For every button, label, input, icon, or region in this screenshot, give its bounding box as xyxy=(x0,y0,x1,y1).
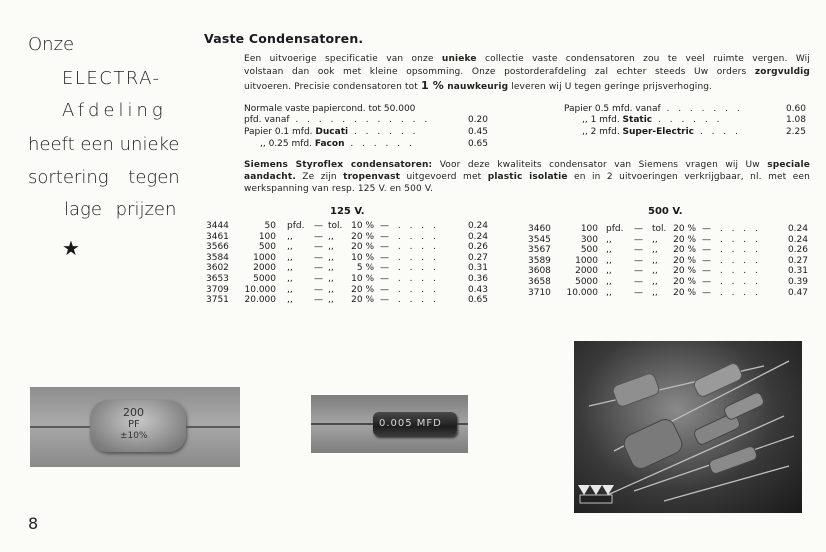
table-cell-tol: 20 % xyxy=(673,245,696,256)
table-cell-unit: ,, xyxy=(287,274,293,284)
table-cell-unit: ,, xyxy=(287,242,293,253)
capacitor-group-photo xyxy=(574,341,802,513)
table-cell-unit: ,, xyxy=(606,234,612,245)
table-cell-value: 10.000 xyxy=(566,287,598,298)
table-cell-tol: 20 % xyxy=(673,224,696,234)
table-cell-price: 0.31 xyxy=(787,266,808,277)
table-cell-leader-dots: — . . . . xyxy=(702,234,761,245)
table-cell-code: 3589 xyxy=(528,255,551,266)
left-slogan-line-4: heeft een unieke xyxy=(28,134,180,155)
table-cell-value: 10.000 xyxy=(244,284,276,295)
capacitor-photo-200pf xyxy=(30,387,240,467)
table-cell-tol: 20 % xyxy=(351,231,374,242)
table-cell-dash: — xyxy=(634,287,643,298)
table-cell-price: 0.27 xyxy=(467,252,488,263)
table-cell-dash: — xyxy=(634,245,643,256)
left-slogan-line-6: lage prijzen xyxy=(64,199,177,220)
table-cell-code: 3545 xyxy=(528,234,551,245)
table-cell-price: 0.27 xyxy=(787,255,808,266)
table-cell-unit: ,, xyxy=(606,287,612,298)
table-cell-tol: 10 % xyxy=(351,221,374,231)
page-title: Vaste Condensatoren. xyxy=(204,31,364,46)
table-cell-tol: 20 % xyxy=(673,277,696,287)
table-cell-value: 100 xyxy=(258,231,276,242)
table-cell-tol: 20 % xyxy=(351,242,374,253)
table-cell-price: 0.43 xyxy=(467,284,488,295)
table-cell-tol_label: tol. xyxy=(652,224,667,234)
table-125v-header: 125 V. xyxy=(330,206,365,217)
table-cell-price: 0.36 xyxy=(467,274,488,284)
table-cell-leader-dots: — . . . . xyxy=(702,245,761,256)
table-cell-price: 0.31 xyxy=(467,263,488,274)
table-500v-header: 500 V. xyxy=(648,206,683,217)
capacitor-body xyxy=(373,412,457,436)
table-cell-tol_label: ,, xyxy=(328,231,334,242)
table-cell-tol_label: ,, xyxy=(652,245,658,256)
table-cell-leader-dots: — . . . . xyxy=(380,295,439,306)
table-cell-unit: ,, xyxy=(606,245,612,256)
table-cell-leader-dots: — . . . . xyxy=(380,284,439,295)
table-cell-unit: pfd. xyxy=(606,224,624,234)
table-cell-dash: — xyxy=(634,266,643,277)
table-cell-dash: — xyxy=(314,295,323,306)
table-cell-leader-dots: — . . . . xyxy=(380,252,439,263)
brand-logo xyxy=(578,485,614,503)
table-cell-value: 1000 xyxy=(575,255,598,266)
left-slogan-line-3: Afdeling xyxy=(62,100,167,121)
left-slogan-line-2: ELECTRA- xyxy=(62,68,161,89)
table-cell-leader-dots: — . . . . xyxy=(380,274,439,284)
table-cell-leader-dots: — . . . . xyxy=(702,277,761,287)
table-cell-price: 0.26 xyxy=(787,245,808,256)
table-cell-dash: — xyxy=(314,242,323,253)
page-number: 8 xyxy=(28,514,39,533)
table-cell-value: 100 xyxy=(580,224,598,234)
table-cell-code: 3710 xyxy=(528,287,551,298)
table-cell-dash: — xyxy=(634,277,643,287)
table-cell-tol_label: ,, xyxy=(652,277,658,287)
table-cell-code: 3584 xyxy=(206,252,229,263)
table-cell-value: 2000 xyxy=(253,263,276,274)
table-cell-price: 0.24 xyxy=(467,221,488,231)
table-cell-leader-dots: — . . . . xyxy=(702,224,761,234)
table-cell-tol: 20 % xyxy=(351,295,374,306)
table-cell-dash: — xyxy=(314,221,323,231)
capacitor-label-line-1: 200 xyxy=(123,406,144,419)
table-cell-tol_label: ,, xyxy=(328,284,334,295)
table-cell-unit: ,, xyxy=(606,266,612,277)
table-cell-dash: — xyxy=(314,252,323,263)
intro-paragraph xyxy=(244,53,810,94)
table-cell-price: 0.24 xyxy=(467,231,488,242)
capacitor-label: 0.005 MFD xyxy=(379,418,442,429)
price-row-left-1: Normale vaste papiercond. tot 50.000 xyxy=(244,104,416,114)
table-cell-dash: — xyxy=(314,263,323,274)
table-cell-dash: — xyxy=(314,231,323,242)
star-icon: ★ xyxy=(62,236,80,260)
table-cell-unit: ,, xyxy=(606,277,612,287)
table-cell-leader-dots: — . . . . xyxy=(702,287,761,298)
left-slogan-line-1: Onze xyxy=(28,34,75,55)
table-cell-tol_label: ,, xyxy=(652,255,658,266)
table-cell-tol: 10 % xyxy=(351,252,374,263)
styroflex-line-2: aandacht. Ze zijn tropenvast uitgevoerd met plastic isolatie en in 2 uitvoeringen verkrijgbaar, nl. met een xyxy=(244,172,810,182)
styroflex-paragraph xyxy=(244,159,810,195)
table-cell-value: 500 xyxy=(258,242,276,253)
table-cell-leader-dots: — . . . . xyxy=(380,263,439,274)
table-cell-unit: pfd. xyxy=(287,221,305,231)
table-cell-value: 300 xyxy=(580,234,598,245)
table-cell-unit: ,, xyxy=(606,255,612,266)
table-cell-price: 0.39 xyxy=(787,277,808,287)
table-cell-price: 0.24 xyxy=(787,234,808,245)
table-cell-tol_label: ,, xyxy=(652,287,658,298)
table-cell-tol_label: ,, xyxy=(328,274,334,284)
table-cell-tol: 20 % xyxy=(673,255,696,266)
table-cell-leader-dots: — . . . . xyxy=(380,242,439,253)
table-cell-tol_label: ,, xyxy=(652,234,658,245)
table-cell-code: 3461 xyxy=(206,231,229,242)
table-cell-tol_label: ,, xyxy=(328,252,334,263)
table-cell-value: 1000 xyxy=(253,252,276,263)
table-cell-tol_label: ,, xyxy=(328,242,334,253)
table-cell-leader-dots: — . . . . xyxy=(702,255,761,266)
price-row-left-4: ,, 0.25 mfd. Facon . . . . . . 0.65 xyxy=(260,139,488,149)
capacitor-photo-0005mfd xyxy=(311,395,468,453)
styroflex-line-3: werkspanning van resp. 125 V. en 500 V. xyxy=(244,184,434,194)
capacitor-group-drawing xyxy=(574,341,802,513)
table-cell-dash: — xyxy=(314,284,323,295)
table-cell-unit: ,, xyxy=(287,263,293,274)
price-row-right-2: ,, 1 mfd. Static . . . . . . 1.08 xyxy=(582,115,806,125)
table-cell-dash: — xyxy=(634,234,643,245)
table-cell-code: 3567 xyxy=(528,245,551,256)
table-cell-code: 3460 xyxy=(528,224,551,234)
table-cell-dash: — xyxy=(314,274,323,284)
intro-line-1: Een uitvoerige specificatie van onze unieke collectie vaste condensatoren zou te veel ruimte vergen. Wij xyxy=(244,54,810,64)
price-row-right-1: Papier 0.5 mfd. vanaf . . . . . . . 0.60 xyxy=(564,104,806,114)
table-cell-value: 500 xyxy=(580,245,598,256)
table-cell-code: 3658 xyxy=(528,277,551,287)
left-slogan-line-5: sortering tegen xyxy=(28,167,180,188)
price-row-left-2: pfd. vanaf . . . . . . . . . . . . 0.20 xyxy=(244,115,488,125)
table-cell-code: 3608 xyxy=(528,266,551,277)
table-cell-value: 20.000 xyxy=(244,295,276,306)
styroflex-line-1: Siemens Styroflex condensatoren: Voor deze kwaliteits condensator van Siemens vragen wij Uw speciale xyxy=(244,160,811,170)
table-cell-leader-dots: — . . . . xyxy=(380,231,439,242)
table-cell-code: 3709 xyxy=(206,284,229,295)
table-cell-tol: 5 % xyxy=(356,263,374,274)
table-cell-unit: ,, xyxy=(287,284,293,295)
table-cell-code: 3751 xyxy=(206,295,229,306)
table-cell-leader-dots: — . . . . xyxy=(380,221,439,231)
table-cell-tol: 20 % xyxy=(673,287,696,298)
intro-line-2: volstaan dan ook met kleine opsomming. Onze postorderafdeling zal echter steeds Uw orders zorgvuldig xyxy=(244,67,810,77)
table-cell-tol: 20 % xyxy=(673,266,696,277)
table-cell-price: 0.26 xyxy=(467,242,488,253)
table-cell-tol: 20 % xyxy=(351,284,374,295)
table-cell-value: 50 xyxy=(264,221,276,231)
price-row-left-3: Papier 0.1 mfd. Ducati . . . . . . 0.45 xyxy=(244,127,488,137)
table-cell-tol_label: ,, xyxy=(652,266,658,277)
table-cell-leader-dots: — . . . . xyxy=(702,266,761,277)
capacitor-label-line-2: PF xyxy=(128,419,140,430)
table-cell-unit: ,, xyxy=(287,252,293,263)
table-cell-tol: 20 % xyxy=(673,234,696,245)
table-cell-dash: — xyxy=(634,224,643,234)
table-cell-dash: — xyxy=(634,255,643,266)
table-cell-value: 5000 xyxy=(253,274,276,284)
table-cell-value: 5000 xyxy=(575,277,598,287)
capacitor-label-line-3: ±10% xyxy=(120,431,148,441)
table-cell-tol_label: tol. xyxy=(328,221,343,231)
table-cell-value: 2000 xyxy=(575,266,598,277)
capacitor-body xyxy=(90,400,186,452)
table-cell-price: 0.24 xyxy=(787,224,808,234)
table-cell-price: 0.47 xyxy=(787,287,808,298)
table-cell-unit: ,, xyxy=(287,231,293,242)
table-cell-tol: 10 % xyxy=(351,274,374,284)
table-cell-code: 3444 xyxy=(206,221,229,231)
table-cell-unit: ,, xyxy=(287,295,293,306)
intro-line-3: uitvoeren. Precisie condensatoren tot 1 % nauwkeurig leveren wij U tegen geringe prijsverhoging. xyxy=(244,79,713,92)
price-row-right-3: ,, 2 mfd. Super-Electric . . . . 2.25 xyxy=(582,127,806,137)
table-cell-code: 3566 xyxy=(206,242,229,253)
table-cell-tol_label: ,, xyxy=(328,295,334,306)
table-cell-tol_label: ,, xyxy=(328,263,334,274)
table-cell-price: 0.65 xyxy=(467,295,488,306)
table-cell-code: 3653 xyxy=(206,274,229,284)
table-cell-code: 3602 xyxy=(206,263,229,274)
